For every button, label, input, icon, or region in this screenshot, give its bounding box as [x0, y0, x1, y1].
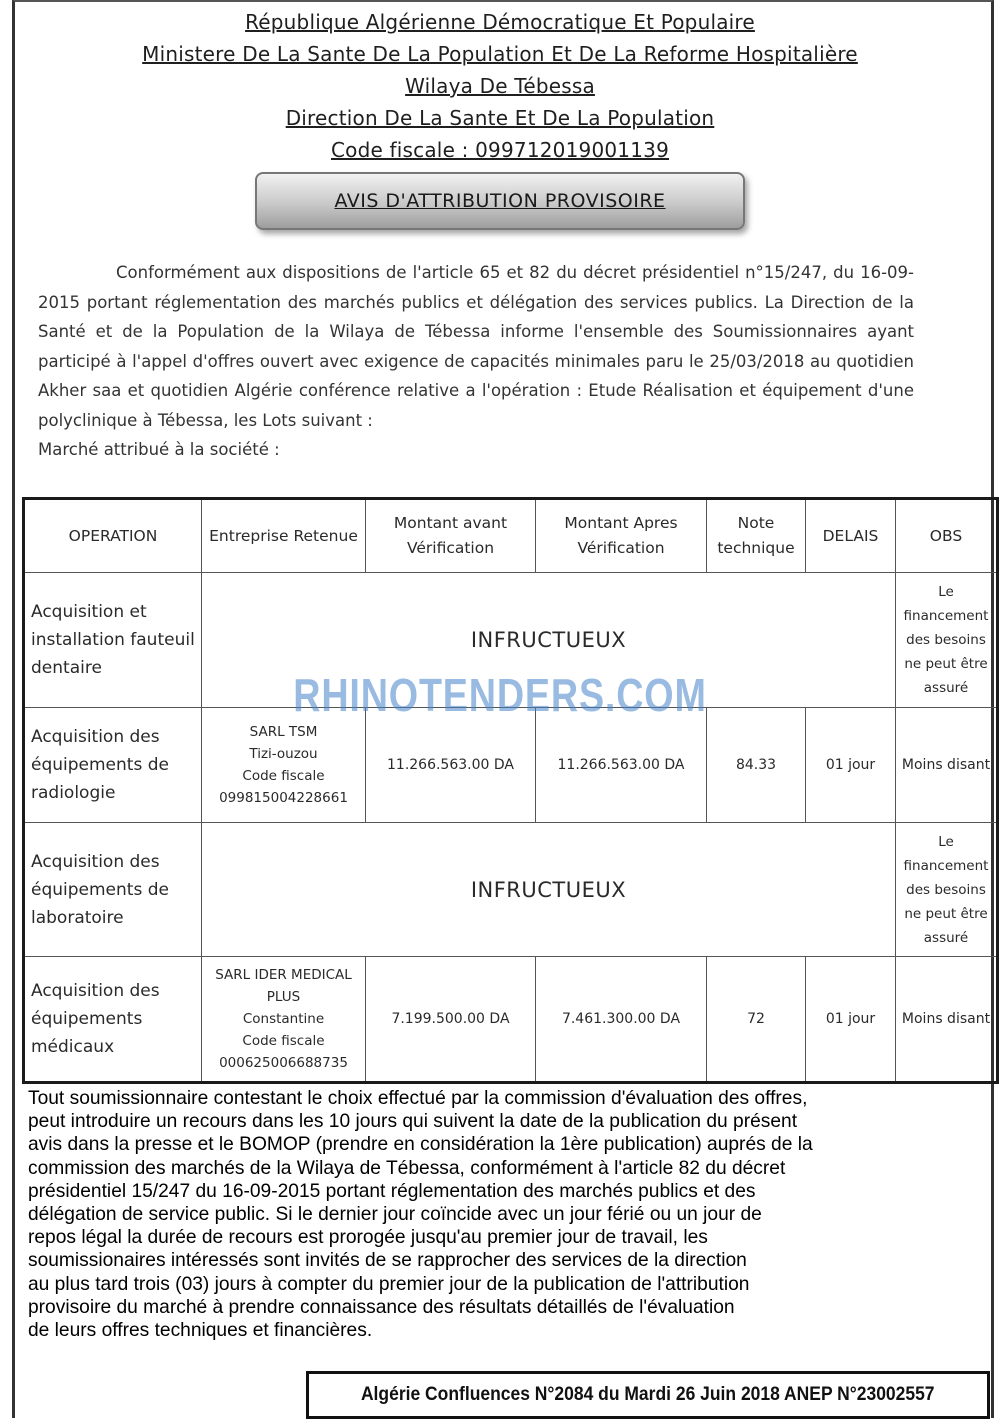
table-row	[24, 708, 998, 823]
intro-text	[38, 258, 914, 465]
recours-text	[28, 1087, 973, 1342]
recours-line: commission des marchés de la Wilaya de Tébessa, conformément à l'article 82 du décret	[28, 1157, 786, 1179]
obs-cell: Le financement des besoins ne peut être assuré	[896, 823, 998, 957]
code-fiscale-line: Code fiscale : 099712019001139	[330, 138, 669, 162]
company-code-label: Code fiscale	[242, 768, 325, 784]
delais-cell: 01 jour	[806, 708, 896, 823]
direction-line: Direction De La Sante Et De La Population	[285, 106, 715, 130]
wilaya-line: Wilaya De Tébessa	[405, 74, 595, 98]
montant-avant-cell: 11.266.563.00 DA	[366, 708, 536, 823]
recours-line: de leurs offres techniques et financières.	[28, 1320, 373, 1342]
company-cell	[202, 957, 366, 1083]
publication-footer	[306, 1371, 990, 1419]
intro-paragraph: Conformément aux dispositions de l'article 65 et 82 du décret présidentiel n°15/247, du 16-09-2015 portant réglementation des marchés publics et délégation des services publics. La Direction de la Santé et de la Population de la Wilaya de Tébessa informe l'ensemble des Soumissionnaires ayant participé à l'appel d'offres ouvert avec exigence de capacités minimales paru le 25/03/2018 au quotidien Akher saa et quotidien Algérie conférence relative a l'opération : Etude Réalisation et équipement d'une polyclinique à Tébessa, les Lots suivant :	[38, 263, 914, 430]
infructueux-cell: INFRUCTUEUX	[202, 573, 896, 708]
recours-line: soumissionaires intéressés sont invités de se rapprocher des services de la direction	[28, 1250, 747, 1272]
note-cell: 84.33	[707, 708, 806, 823]
publication-reference: Algérie Confluences N°2084 du Mardi 26 Juin 2018 ANEP N°23002557	[361, 1384, 935, 1405]
company-code: 000625006688735	[219, 1055, 348, 1071]
watermark: RHINOTENDERS.COM	[293, 669, 707, 721]
recours-line: provisoire du marché à prendre connaissance des résultats détaillés de l'évaluation	[28, 1296, 735, 1318]
montant-avant-cell: 7.199.500.00 DA	[366, 957, 536, 1083]
header-montant-avant: Montant avant Vérification	[366, 499, 536, 573]
recours-line: repos légal la durée de recours est prorogée jusqu'au premier jour de travail, les	[28, 1227, 708, 1249]
montant-apres-cell: 7.461.300.00 DA	[536, 957, 707, 1083]
notice-title: AVIS D'ATTRIBUTION PROVISOIRE	[334, 190, 666, 212]
notice-title-box	[255, 172, 745, 230]
recours-line: au plus tard trois (03) jours à compter du premier jour de la publication de l'attribution	[28, 1273, 750, 1295]
header-montant-apres: Montant Apres Vérification	[536, 499, 707, 573]
infructueux-cell: INFRUCTUEUX	[202, 823, 896, 957]
obs-cell: Le financement des besoins ne peut être assuré	[896, 573, 998, 708]
delais-cell: 01 jour	[806, 957, 896, 1083]
company-name: SARL IDER MEDICAL PLUS	[215, 967, 352, 1005]
company-code: 099815004228661	[219, 790, 348, 806]
obs-cell: Moins disant	[896, 957, 998, 1083]
company-city: Tizi-ouzou	[249, 746, 318, 762]
republic-line: République Algérienne Démocratique Et Populaire	[245, 10, 755, 34]
header-entreprise: Entreprise Retenue	[202, 499, 366, 573]
recours-line: peut introduire un recours dans les 10 jours qui suivent la date de la publication du présent	[28, 1111, 798, 1133]
obs-cell: Moins disant	[896, 708, 998, 823]
operation-cell: Acquisition des équipements de radiologie	[24, 708, 202, 823]
header-delais: DELAIS	[806, 499, 896, 573]
montant-apres-cell: 11.266.563.00 DA	[536, 708, 707, 823]
note-cell: 72	[707, 957, 806, 1083]
attribution-line: Marché attribué à la société :	[38, 440, 280, 459]
operation-cell: Acquisition des équipements de laboratoire	[24, 823, 202, 957]
header-operation: OPERATION	[24, 499, 202, 573]
recours-line: avis dans la presse et le BOMOP (prendre en considération la 1ère publication) auprés de la	[28, 1134, 813, 1156]
recours-line: présidentiel 15/247 du 16-09-2015 portant réglementation des marchés publics et des	[28, 1180, 756, 1202]
operation-cell: Acquisition et installation fauteuil dentaire	[24, 573, 202, 708]
company-name: SARL TSM	[249, 724, 318, 740]
company-city: Constantine	[242, 1011, 325, 1027]
operation-cell: Acquisition des équipements médicaux	[24, 957, 202, 1083]
document-header	[0, 6, 1000, 166]
ministry-line: Ministere De La Sante De La Population Et De La Reforme Hospitalière	[142, 42, 858, 66]
lots-table	[22, 497, 999, 1084]
header-note: Note technique	[707, 499, 806, 573]
company-cell	[202, 708, 366, 823]
recours-line: délégation de service public. Si le dernier jour coïncide avec un jour férié ou un jour de	[28, 1204, 762, 1226]
recours-line: Tout soumissionnaire contestant le choix effectué par la commission d'évaluation des offres,	[28, 1088, 808, 1109]
header-obs: OBS	[896, 499, 998, 573]
table-header-row	[24, 499, 998, 573]
company-code-label: Code fiscale	[242, 1033, 325, 1049]
table-row	[24, 823, 998, 957]
table-row	[24, 957, 998, 1083]
